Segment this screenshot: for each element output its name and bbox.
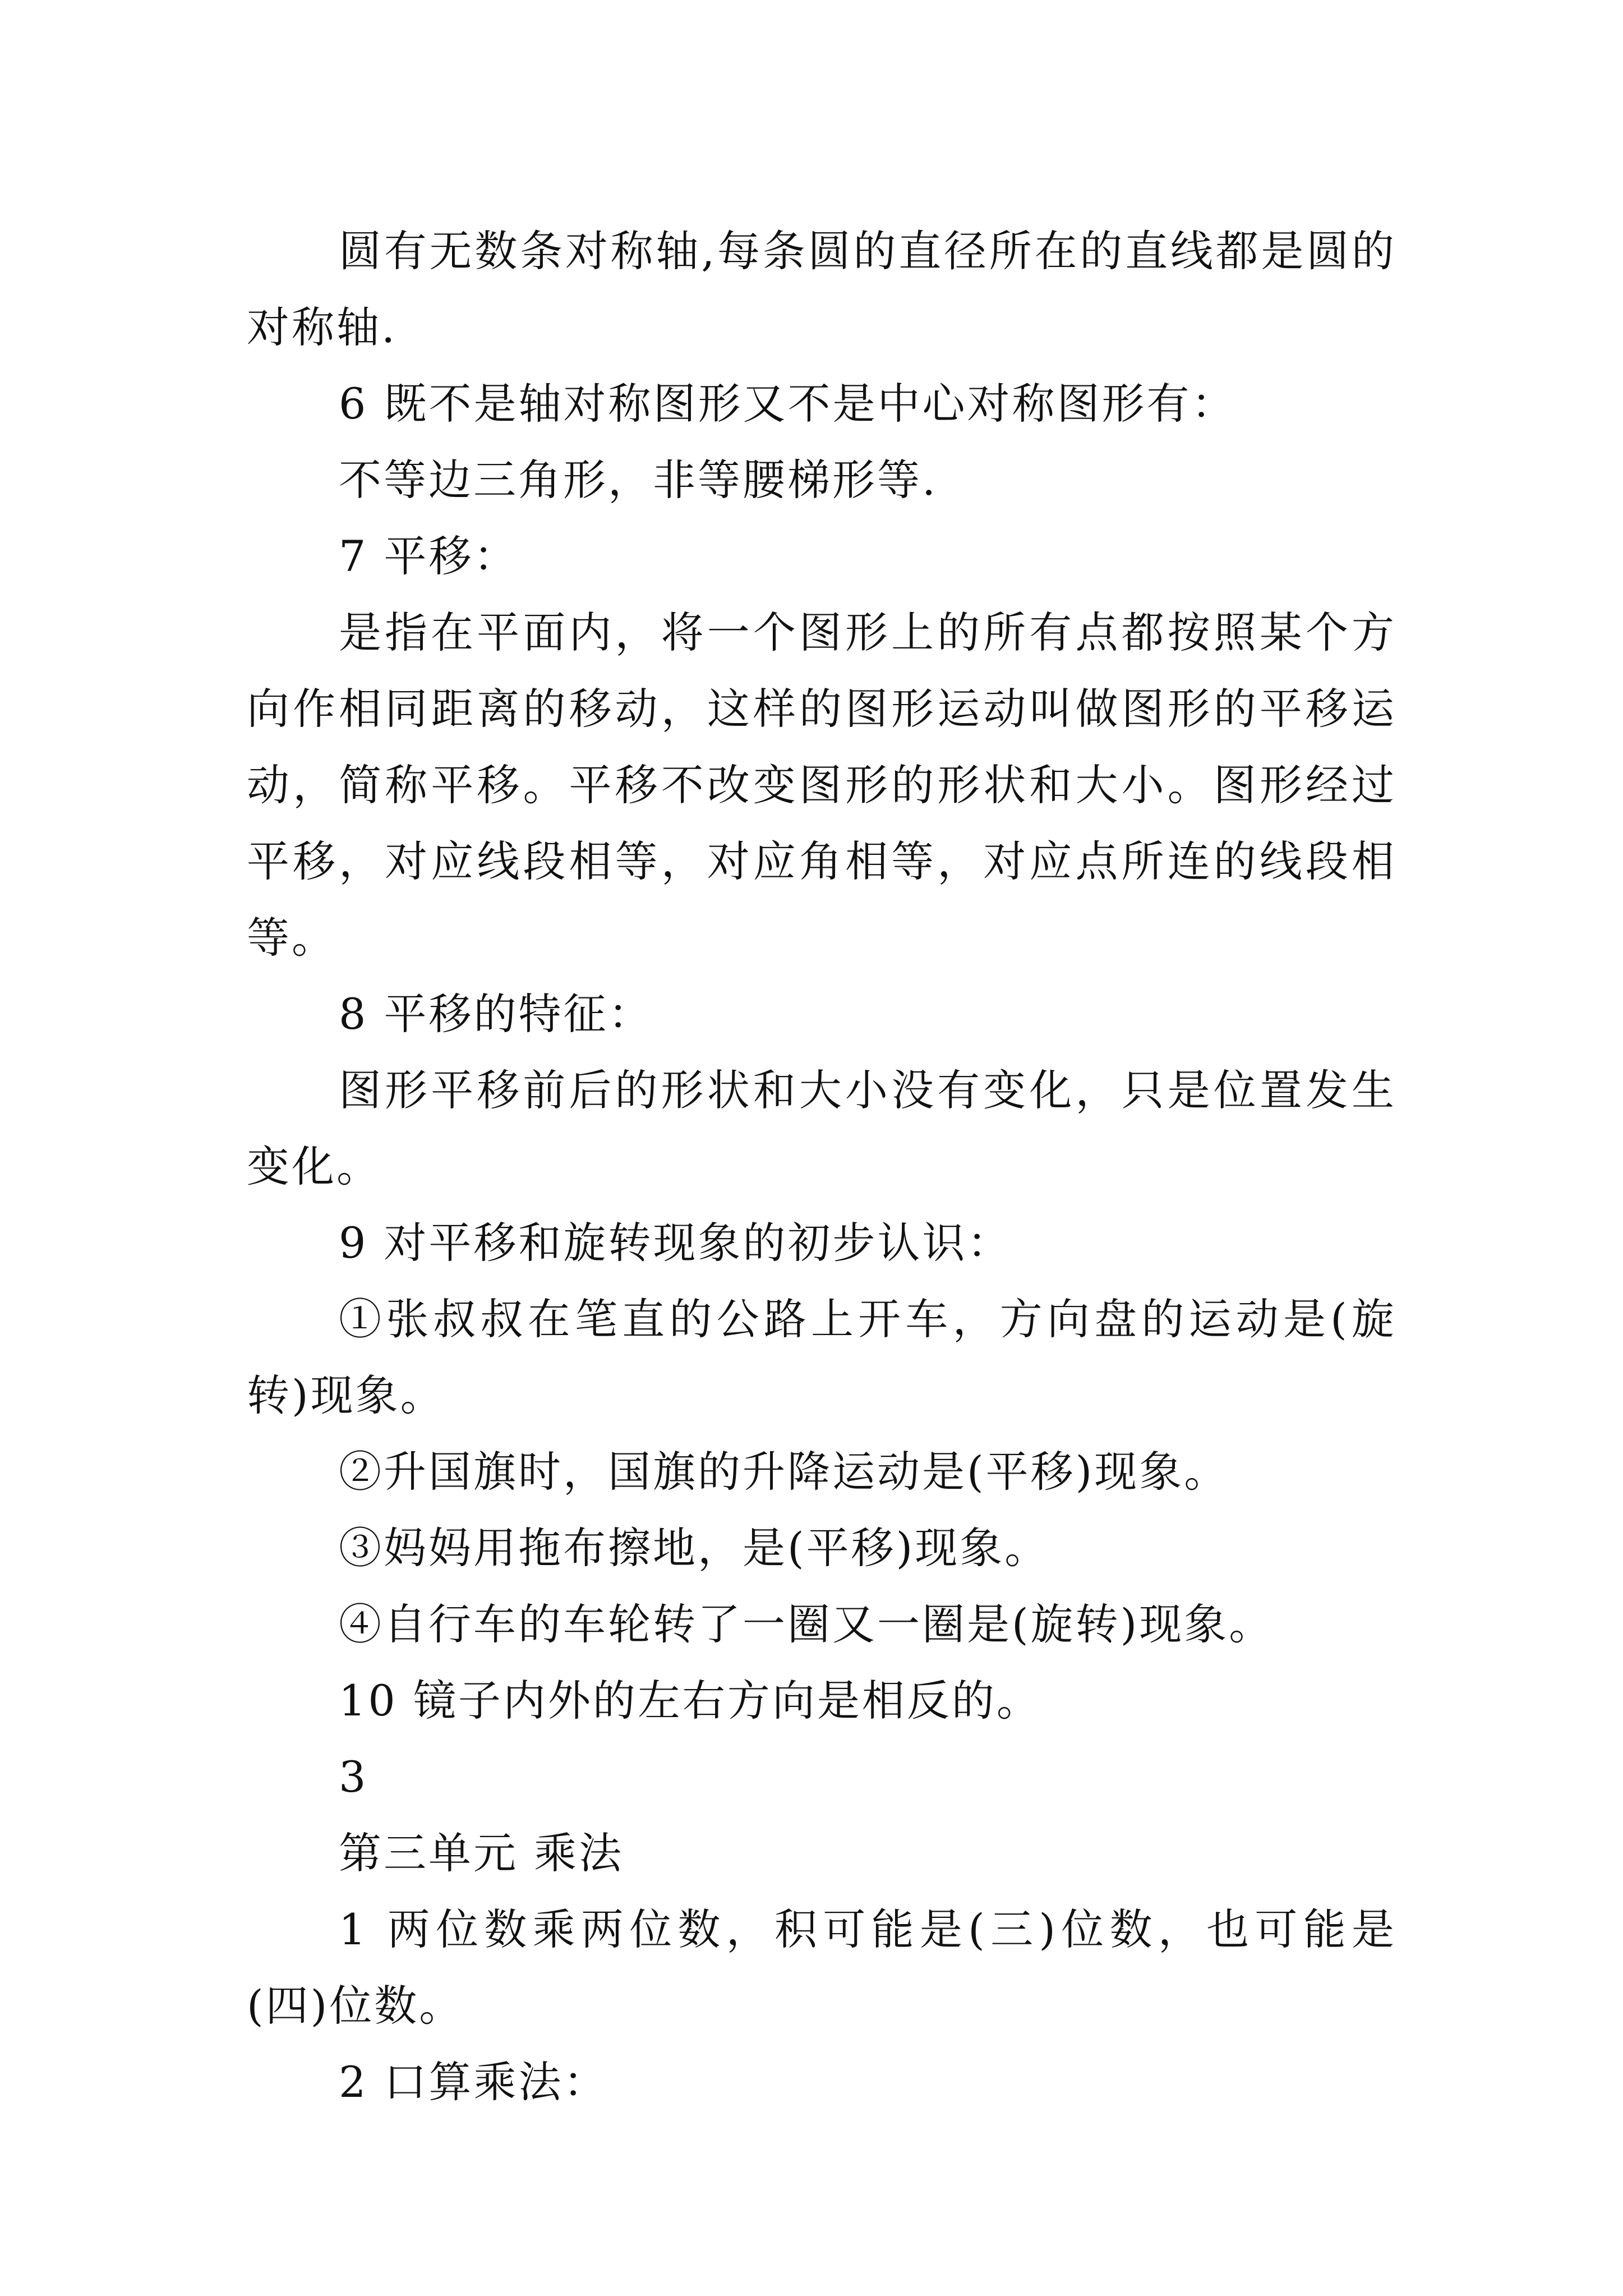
paragraph-unit3-item-2: 2 口算乘法： (339, 2057, 608, 2107)
document-body (247, 213, 1396, 2120)
paragraph-item-7-heading: 7 平移： (339, 531, 519, 581)
paragraph-item-9-example-1: ①张叔叔在笔直的公路上开车，方向盘的运动是(旋转)现象。 (247, 1294, 1396, 1420)
paragraph-item-8-heading: 8 平移的特征： (339, 989, 653, 1039)
paragraph-unit3-item-1: 1 两位数乘两位数，积可能是(三)位数，也可能是(四)位数。 (247, 1904, 1396, 2031)
paragraph-item-9-example-4: ④自行车的车轮转了一圈又一圈是(旋转)现象。 (339, 1599, 1274, 1649)
paragraph-item-9-example-2: ②升国旗时，国旗的升降运动是(平移)现象。 (339, 1447, 1229, 1497)
paragraph-item-9-example-3: ③妈妈用拖布擦地，是(平移)现象。 (339, 1523, 1050, 1573)
section-number: 3 (339, 1752, 368, 1802)
unit-heading: 第三单元 乘法 (339, 1828, 624, 1878)
paragraph-item-9-heading: 9 对平移和旋转现象的初步认识： (339, 1218, 1012, 1268)
paragraph-item-8-body: 图形平移前后的形状和大小没有变化，只是位置发生变化。 (247, 1065, 1396, 1191)
paragraph-item-6-body: 不等边三角形，非等腰梯形等. (339, 455, 938, 505)
paragraph-item-7-body: 是指在平面内，将一个图形上的所有点都按照某个方向作相同距离的移动，这样的图形运动叫做图形的平移运动，简称平移。平移不改变图形的形状和大小。图形经过平移，对应线段相等，对应角相等，对应点所连的线段相等。 (247, 608, 1396, 963)
paragraph-item-10: 10 镜子内外的左右方向是相反的。 (339, 1676, 1041, 1726)
paragraph-circle-symmetry: 圆有无数条对称轴,每条圆的直径所在的直线都是圆的对称轴. (247, 226, 1396, 352)
paragraph-item-6-heading: 6 既不是轴对称图形又不是中心对称图形有： (339, 379, 1237, 429)
